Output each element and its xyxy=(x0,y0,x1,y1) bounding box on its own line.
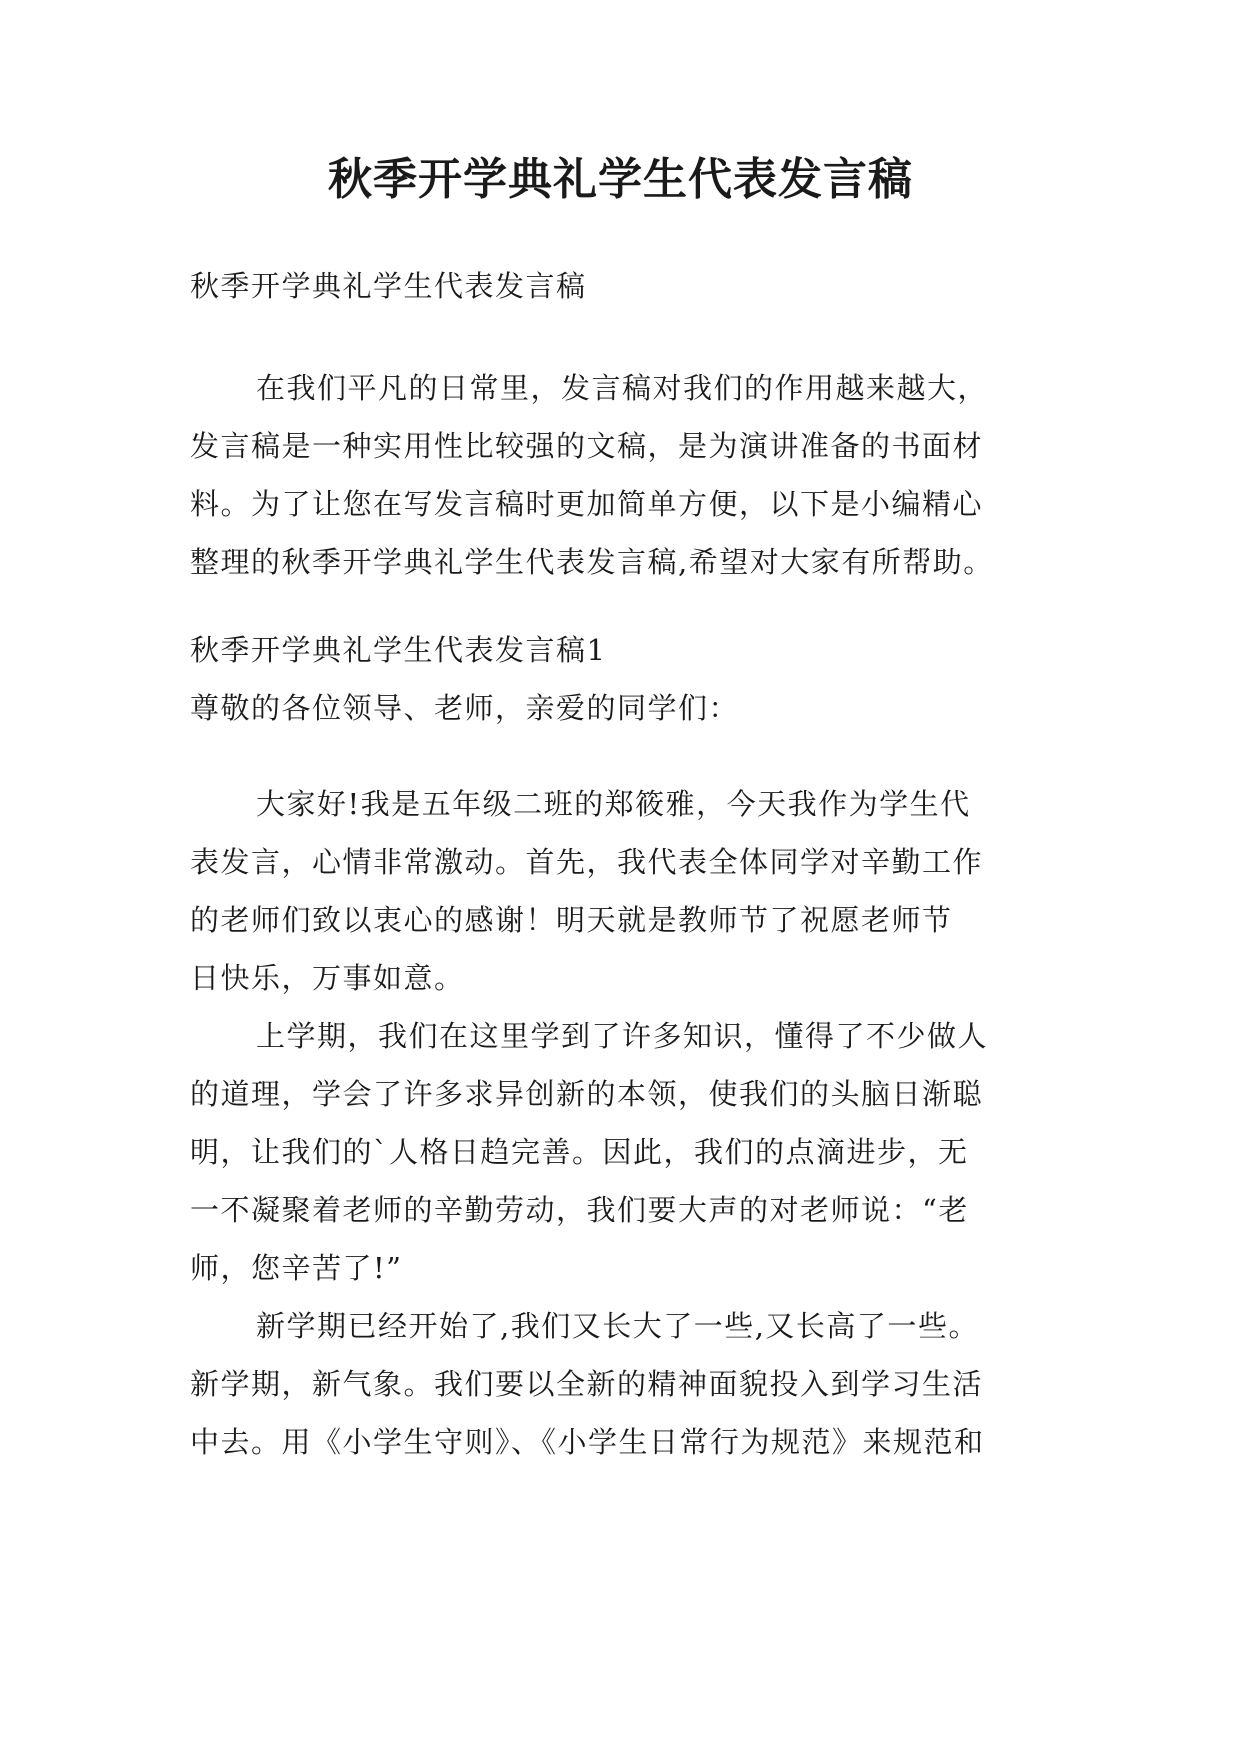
salutation-line: 尊敬的各位领导、老师，亲爱的同学们： xyxy=(190,691,740,725)
section-heading-line: 秋季开学典礼学生代表发言稿1 xyxy=(190,633,607,667)
speech-paragraph-2 xyxy=(190,1007,1060,1297)
paragraph-line: 的道理，学会了许多求异创新的本领，使我们的头脑日渐聪 xyxy=(190,1077,984,1111)
paragraph-line: 表发言，心情非常激动。首先，我代表全体同学对辛勤工作 xyxy=(190,845,984,879)
paragraph-line: 一不凝聚着老师的辛勤劳动，我们要大声的对老师说：“老 xyxy=(190,1193,969,1227)
document-subtitle xyxy=(190,257,1060,315)
intro-line: 在我们平凡的日常里，发言稿对我们的作用越来越大， xyxy=(256,371,989,405)
paragraph-line: 新学期已经开始了,我们又长大了一些,又长高了一些。 xyxy=(256,1309,979,1343)
paragraph-line: 日快乐，万事如意。 xyxy=(190,961,465,995)
intro-line: 发言稿是一种实用性比较强的文稿，是为演讲准备的书面材 xyxy=(190,429,984,463)
paragraph-line: 明，让我们的`人格日趋完善。因此，我们的点滴进步，无 xyxy=(190,1135,969,1169)
speech-paragraph-1 xyxy=(190,775,1060,1007)
document-title: 秋季开学典礼学生代表发言稿 xyxy=(328,154,913,205)
paragraph-line: 上学期，我们在这里学到了许多知识，懂得了不少做人 xyxy=(256,1019,989,1053)
subtitle-line: 秋季开学典礼学生代表发言稿 xyxy=(190,269,587,303)
intro-line: 整理的秋季开学典礼学生代表发言稿,希望对大家有所帮助。 xyxy=(190,545,994,579)
paragraph-line: 大家好!我是五年级二班的郑筱雅，今天我作为学生代 xyxy=(256,787,971,821)
paragraph-line: 师，您辛苦了!” xyxy=(190,1251,403,1285)
paragraph-line: 中去。用《小学生守则》、《小学生日常行为规范》来规范和 xyxy=(190,1425,985,1459)
intro-line: 料。为了让您在写发言稿时更加简单方便，以下是小编精心 xyxy=(190,487,984,521)
intro-paragraph xyxy=(190,359,1060,591)
section-heading xyxy=(190,621,1060,737)
paragraph-line: 的老师们致以衷心的感谢！明天就是教师节了祝愿老师节 xyxy=(190,903,953,937)
speech-paragraph-3 xyxy=(190,1297,1060,1471)
paragraph-line: 新学期，新气象。我们要以全新的精神面貌投入到学习生活 xyxy=(190,1367,984,1401)
